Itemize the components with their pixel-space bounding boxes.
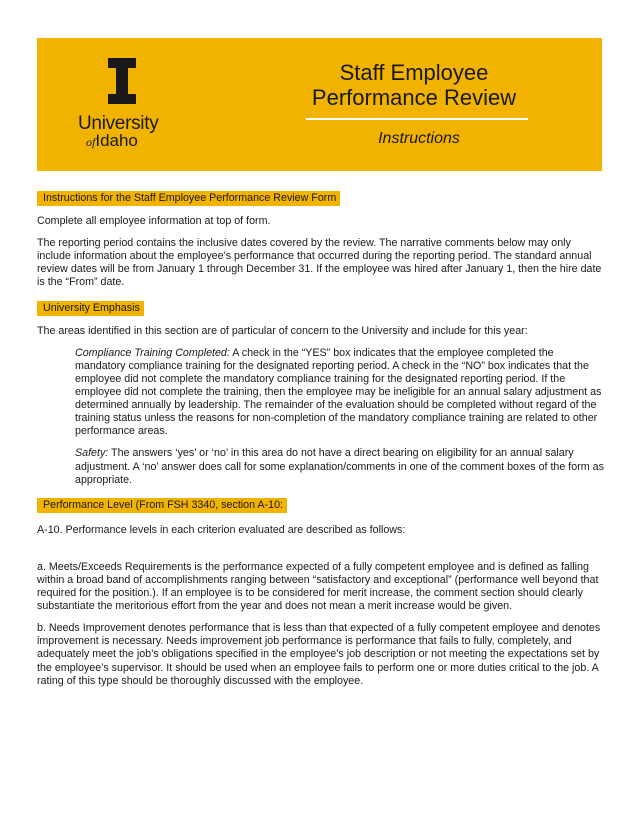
paragraph: A-10. Performance levels in each criterion evaluated are described as follows: bbox=[37, 523, 406, 536]
section-heading-performance-level: Performance Level (From FSH 3340, section A-10: bbox=[37, 498, 287, 513]
title-divider bbox=[306, 118, 528, 120]
section-heading-university-emphasis: University Emphasis bbox=[37, 301, 144, 316]
page-subtitle: Instructions bbox=[378, 130, 460, 147]
paragraph-needs-improvement: b. Needs Improvement denotes performance that is less than that expected of a fully competent employee and denotes improvement is necessary. Needs improvement job performance is performance that fails to fully, completely, and adequately meet the job’s obligations specified in the employee’s job description or not meeting the expectations set by the employee’s supervisor. It should be used when an employee fails to perform one or more duties critical to the job. A rating of this type should be thoroughly discussed with the employee. bbox=[37, 622, 601, 687]
logo-wordmark-idaho: ofIdaho bbox=[86, 131, 138, 150]
university-logo bbox=[74, 58, 170, 154]
logo-wordmark-university: University bbox=[78, 113, 159, 134]
paragraph: Complete all employee information at top of form. bbox=[37, 215, 271, 228]
compliance-training-paragraph: Compliance Training Completed: A check in the “YES” box indicates that the employee completed the mandatory compliance training for the designated reporting period. A check in the “NO” box indicates that the employee did not complete the mandatory compliance training for the designated reporting period. If the employee did not complete the training, then the employee may be ineligible for an annual salary adjustment as determined annually by leadership. The remainder of the evaluation should be completed without regard of the training status unless the reasons for non-completion of the mandatory compliance training are related to other performance areas. bbox=[75, 346, 602, 438]
paragraph-meets-exceeds: a. Meets/Exceeds Requirements is the performance expected of a fully competent employee and is defined as falling within a broad band of accomplishments ranging between “satisfactory and exceptional” (performance well beyond that required for the position.). If an employee is to be considered for merit increase, the comment section should clearly substantiate the meritorious effort from the year and does not mean a merit increase would be given. bbox=[37, 560, 599, 613]
paragraph: The reporting period contains the inclusive dates covered by the review. The narrative comments below may only include information about the employee’s performance that occurred during the reporting period. The standard annual review dates will be from January 1 through December 31. If the employee was hired after January 1, then the hire date is the “From” date. bbox=[37, 237, 602, 289]
paragraph: The areas identified in this section are of particular of concern to the University and include for this year: bbox=[37, 324, 528, 337]
block-i-icon bbox=[108, 58, 136, 104]
safety-paragraph: Safety: The answers ‘yes’ or ‘no’ in this area do not have a direct bearing on eligibility for an annual salary adjustment. A ‘no’ answer does call for some explanation/comments in one of the comment boxes of the form as appropriate. bbox=[75, 447, 604, 486]
section-heading-instructions: Instructions for the Staff Employee Performance Review Form bbox=[37, 191, 340, 206]
page-title: Staff Employee Performance Review bbox=[311, 60, 517, 110]
document-body bbox=[37, 191, 605, 688]
